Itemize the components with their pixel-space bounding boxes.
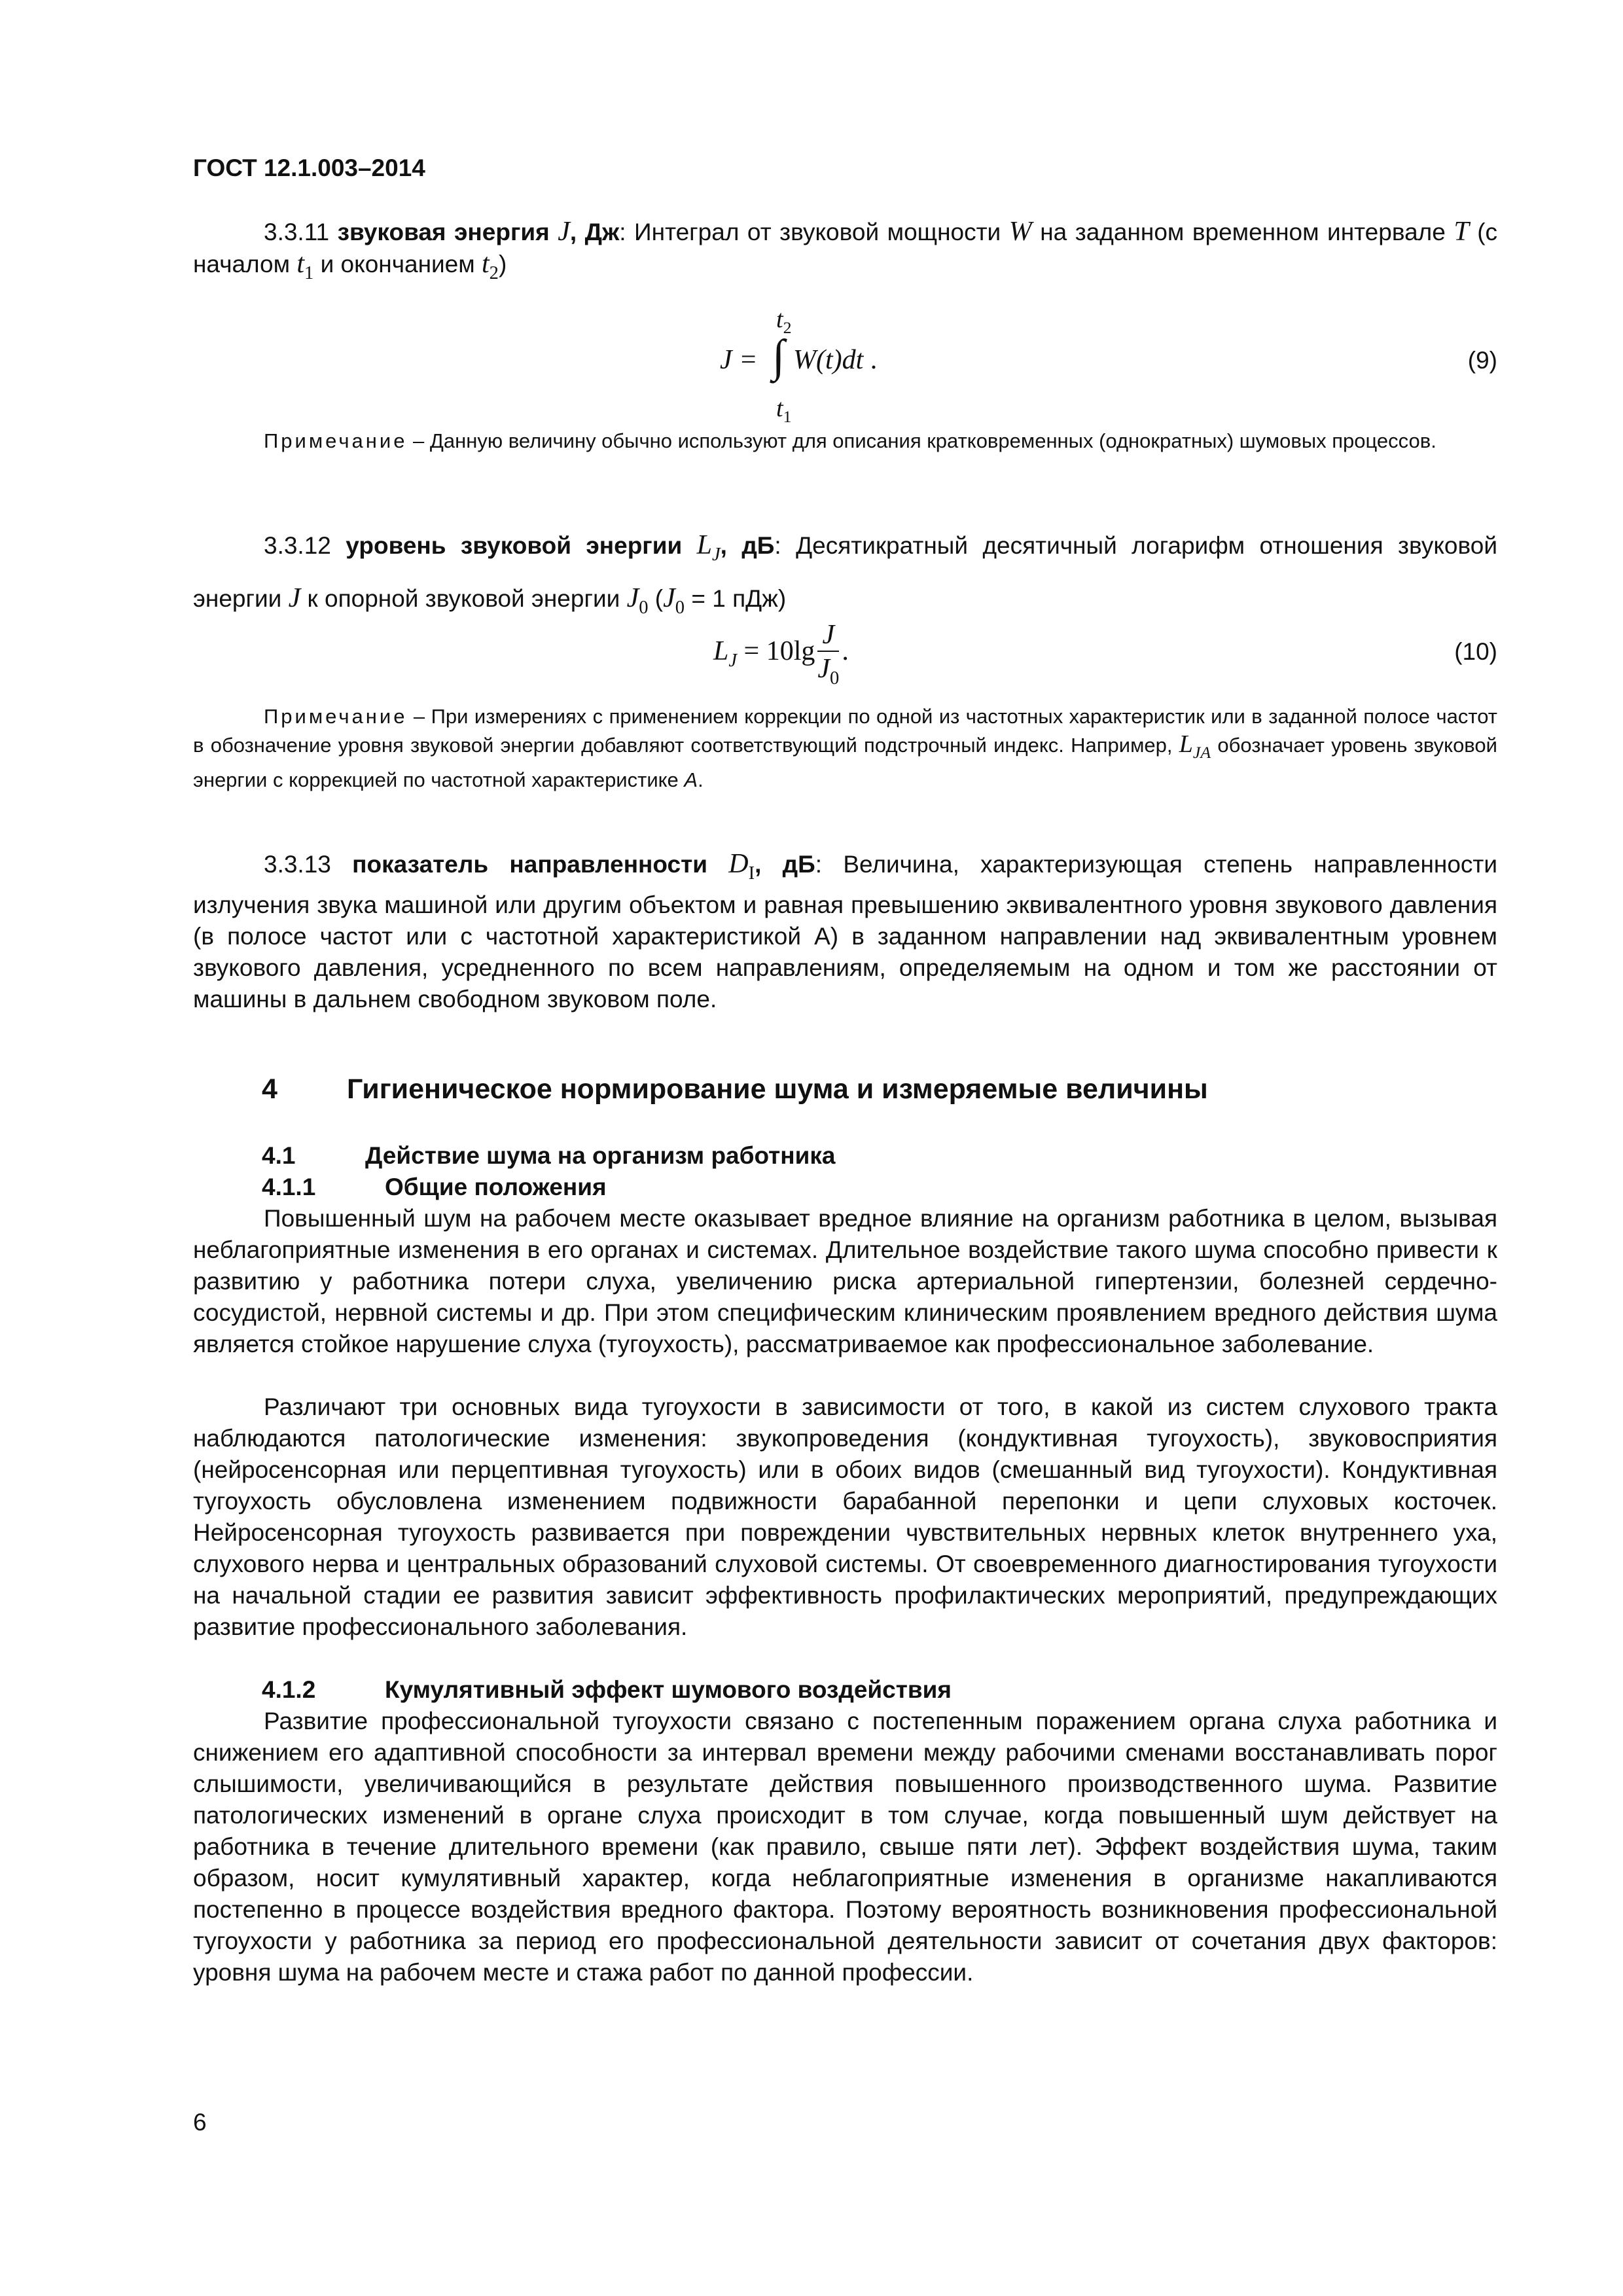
- equation-number: (10): [1454, 638, 1497, 665]
- term: показатель направленности: [352, 851, 707, 878]
- definition-text: : Десятикратный десятичный логарифм отношения звуковой энергии: [193, 532, 1498, 612]
- integral-lhs: J =: [720, 345, 758, 375]
- note-text: обозначает уровень звуковой энергии с коррекцией по частотной характеристике: [193, 734, 1497, 792]
- note-label: Примечание: [264, 705, 408, 728]
- definition-3-3-12: [193, 524, 1497, 630]
- note-text: .: [698, 768, 704, 792]
- definition-text: (: [648, 584, 664, 612]
- symbol: J: [558, 217, 570, 247]
- unit: , Дж: [569, 219, 620, 245]
- note-text: – При измерениях с применением коррекции по одной из частотных характеристик или в заданной полосе частот в обозначение уровня звуковой энергии добавляют соответствующий подстрочный индекс. Например,: [193, 705, 1497, 757]
- symbol: W: [1008, 217, 1032, 247]
- integrand: W(t)dt .: [793, 345, 878, 375]
- symbol: $J_0$: [663, 583, 685, 618]
- integral-upper-limit: $t_2$: [776, 306, 792, 338]
- symbol: J: [288, 583, 301, 613]
- term: звуковая энергия: [337, 219, 550, 245]
- term: уровень звуковой энергии: [346, 532, 683, 559]
- formula-lhs: $L_J$: [713, 636, 738, 672]
- symbol: T: [1454, 217, 1469, 247]
- subsection-4-1-1-number: 4.1.1: [262, 1174, 316, 1200]
- unit: , дБ: [720, 532, 775, 559]
- definition-text: : Интеграл от звуковой мощности: [619, 219, 1009, 245]
- symbol: $t_1$: [296, 249, 314, 283]
- integral-lower-limit: $t_1$: [776, 395, 792, 427]
- section-4-number: 4: [262, 1073, 277, 1105]
- formula-operator: = 10lg: [737, 636, 815, 667]
- paragraph-1: Повышенный шум на рабочем месте оказывает вредное влияние на организм работника в целом, вызывая неблагоприятные изменения в его органах и системах. Длительное воздействие такого шума способно привести к развитию у работника потери слуха, увеличению риска артериальной гипертензии, болезней сердечно-сосудистой, нервной системы и др. При этом специфическим клиническим проявлением вредного действия шума является стойкое нарушение слуха (тугоухость), рассматриваемое как профессиональное заболевание.: [193, 1205, 1497, 1357]
- definition-3-3-11: [193, 216, 1497, 289]
- clause-number: 3.3.13: [264, 851, 331, 878]
- symbol: $J_0$: [626, 583, 649, 618]
- symbol: $D_I$: [728, 849, 755, 884]
- note-text: – Данную величину обычно используют для описания кратковременных (однократных) шумовых процессов.: [407, 429, 1436, 452]
- definition-text: на заданном временном интервале: [1031, 219, 1454, 245]
- note-label: Примечание: [264, 429, 408, 452]
- formula-body: [713, 619, 849, 696]
- definition-text: (с началом: [193, 219, 1498, 278]
- definition-text: : Величина, характеризующая степень направленности излучения звука машиной или другим объектом и равная превышению эквивалентного уровня звукового давления (в полосе частот или с частотной характеристикой А) в заданном направлении над эквивалентным уровнем звукового давления, усредненного по всем направлениям, определяемым на одном и том же расстоянии от машины в дальнем свободном звуковом поле.: [193, 851, 1498, 1013]
- paragraph-2: Различают три основных вида тугоухости в зависимости от того, в какой из систем слухового тракта наблюдаются патологические изменения: звукопроведения (кондуктивная тугоухость), звуковосприятия (нейросенсорная или перцептивная тугоухость) или в обоих видов (смешанный вид тугоухости). Кондуктивная тугоухость обусловлена изменением подвижности барабанной перепонки и цепи слуховых косточек. Нейросенсорная тугоухость развивается при повреждении чувствительных нервных клеток внутреннего уха, слухового нерва и центральных образований слуховой системы. От своевременного диагностирования тугоухости на начальной стадии ее развития зависит эффективность профилактических мероприятий, предупреждающих развитие профессионального заболевания.: [193, 1393, 1497, 1640]
- subsection-4-1-number: 4.1: [262, 1142, 296, 1169]
- symbol: $t_2$: [481, 249, 499, 283]
- clause-number: 3.3.11: [264, 219, 330, 245]
- section-4-title: Гигиеническое нормирование шума и измеряемые величины: [347, 1073, 1208, 1105]
- subsection-4-1-title: Действие шума на организм работника: [365, 1142, 836, 1169]
- page-number: 6: [193, 2109, 207, 2136]
- subsection-4-1-1-title: Общие положения: [385, 1174, 607, 1200]
- equation-number: (9): [1467, 347, 1497, 374]
- symbol: $L_J$: [696, 530, 721, 565]
- unit: , дБ: [755, 851, 815, 878]
- definition-text: = 1 пДж): [685, 584, 787, 612]
- formula-fraction: $\frac{J}{J_0}$: [817, 620, 840, 689]
- subsection-4-1-2-title: Кумулятивный эффект шумового воздействия: [385, 1676, 952, 1703]
- integral-sign: ∫: [772, 331, 785, 382]
- symbol: $L_{JA}$: [1179, 730, 1211, 762]
- subsection-4-1-2-number: 4.1.2: [262, 1676, 316, 1703]
- definition-text: к опорной звуковой энергии: [300, 584, 627, 612]
- definition-text: ): [498, 251, 507, 278]
- formula-end: .: [842, 636, 849, 667]
- paragraph-3: Развитие профессиональной тугоухости связано с постепенным поражением органа слуха работника и снижением его адаптивной способности за интервал времени между рабочими сменами восстанавливать порог слышимости, увеличивающийся в результате действия повышенного производственного шума. Развитие патологических изменений в органе слуха происходит в том случае, когда повышенный шум действует на работника в течение длительного времени (как правило, свыше пяти лет). Эффект воздействия шума, таким образом, носит кумулятивный характер, когда неблагоприятные изменения в организме накапливаются постепенно в процессе воздействия вредного фактора. Поэтому вероятность возникновения профессиональной тугоухости у работника за период его профессиональной деятельности зависит от сочетания двух факторов: уровня шума на рабочем месте и стажа работ по данной профессии.: [193, 1708, 1497, 1986]
- clause-number: 3.3.12: [264, 532, 331, 559]
- note-1: [193, 428, 1497, 454]
- definition-text: и окончанием: [313, 251, 482, 278]
- document-header: ГОСТ 12.1.003–2014: [193, 154, 425, 181]
- note-text: А: [684, 768, 698, 792]
- note-2: [193, 703, 1497, 794]
- definition-3-3-13: [193, 848, 1497, 1015]
